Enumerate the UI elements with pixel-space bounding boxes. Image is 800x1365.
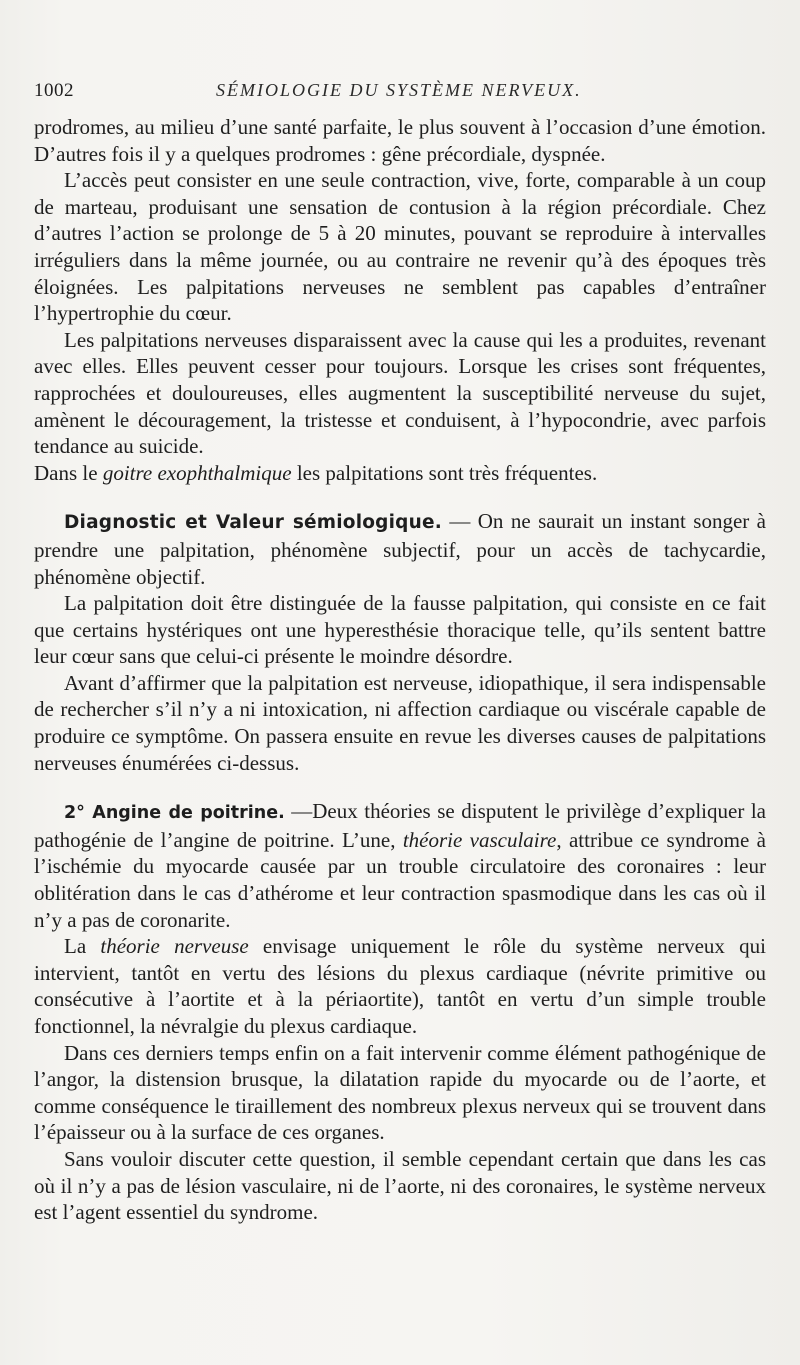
- paragraph-sans-vouloir: Sans vouloir discuter cette question, il semble cependant certain que dans les cas où il n’y a pas de lésion vasculaire, ni de l’aorte, ni des coronaires, le système nerveux est l’agent essentiel du syndrome.: [34, 1146, 766, 1225]
- paragraph-avant-affirmer: Avant d’affirmer que la palpitation est nerveuse, idiopathique, il sera indispensable de rechercher s’il n’y a ni intoxication, ni affection cardiaque ou viscérale capable de produire ce symptôme. On passera ensuite en revue les diverses causes de palpitations nerveuses énumérées ci-dessus.: [34, 670, 766, 775]
- paragraph-disparition: Les palpitations nerveuses disparaissent avec la cause qui les a produites, revenant avec elles. Elles peuvent cesser pour toujours. Lorsque les crises sont fréquentes, rapprochées et douloureuses, elles augmentent la susceptibilité nerveuse du sujet, amènent le découragement, la tristesse et conduisent, à l’hypocondrie, avec parfois tendance au suicide.: [34, 327, 766, 459]
- goitre-italic: goitre exophthalmique: [102, 460, 292, 485]
- body-text: [34, 114, 766, 1226]
- theorie-text-pre: La: [64, 934, 101, 959]
- page-header: [34, 80, 774, 110]
- paragraph-acces: L’accès peut consister en une seule contraction, vive, forte, comparable à un coup de marteau, produisant une sensation de contusion à la région précordiale. Chez d’autres l’action se prolonge de 5 à 20 minutes, pouvant se reproduire à intervalles irréguliers dans la même journée, ou au contraire ne revenir qu’à des époques très éloignées. Les palpitations nerveuses ne semblent pas capables d’entraîner l’hypertrophie du cœur.: [34, 168, 766, 326]
- section-heading-diagnostic: Diagnostic et Valeur sémiologique.: [64, 512, 442, 534]
- angine-italic: théorie vasculaire: [402, 827, 557, 852]
- section-heading-angine: 2° Angine de poitrine.: [64, 803, 285, 824]
- paragraph-diagnostic: [34, 508, 766, 590]
- paragraph-goitre: [34, 460, 766, 487]
- paragraph-theorie-nerveuse: [34, 933, 766, 1039]
- theorie-text-post: envisage uniquement le rôle du système nerveux qui intervient, tantôt en vertu des lésions du plexus cardiaque (névrite primitive ou consécutive à l’aortite et à la périaortite), tantôt en vertu d’un simple trouble fonctionnel, la névralgie du plexus cardiaque.: [34, 934, 766, 1038]
- goitre-text-post: les palpitations sont très fréquentes.: [291, 460, 598, 485]
- paragraph-prodromes: prodromes, au milieu d’une santé parfaite, le plus souvent à l’occasion d’une émotion. D’autres fois il y a quelques prodromes : gêne précordiale, dyspnée.: [34, 115, 766, 166]
- paragraph-derniers-temps: Dans ces derniers temps enfin on a fait intervenir comme élément pathogénique de l’angor, la distension brusque, la dilatation rapide du myocarde ou de l’aorte, et comme conséquence le tiraillement des nombreux plexus nerveux qui se trouvent dans l’épaisseur ou à la surface de ces organes.: [34, 1040, 766, 1145]
- diagnostic-text: — On ne saurait un instant songer à prendre une palpitation, phénomène subjectif, pour un accès de tachycardie, phénomène objectif.: [34, 509, 766, 589]
- page-number: 1002: [34, 80, 74, 101]
- paragraph-fausse-palpitation: La palpitation doit être distinguée de la fausse palpitation, qui consiste en ce fait que certains hystériques ont une hyperesthésie thoracique telle, qu’ils sentent battre leur cœur sans que celui-ci présente le moindre désordre.: [34, 591, 766, 669]
- angine-text-pre: —Deux théories se disputent le privilège d’expliquer la pathogénie de l’angine de poitrine. L’une,: [34, 799, 766, 852]
- angine-text-post: , attribue ce syndrome à l’ischémie du myocarde causée par un trouble circulatoire des coronaires : leur oblitération dans le cas d’athérome et leur contraction spasmodique dans les cas où il n’y a pas de coronarite.: [34, 827, 766, 932]
- paragraph-angine: [34, 798, 766, 933]
- running-title: SÉMIOLOGIE DU SYSTÈME NERVEUX.: [216, 80, 582, 100]
- goitre-text-pre: Dans le: [34, 460, 103, 485]
- theorie-italic: théorie nerveuse: [100, 934, 249, 959]
